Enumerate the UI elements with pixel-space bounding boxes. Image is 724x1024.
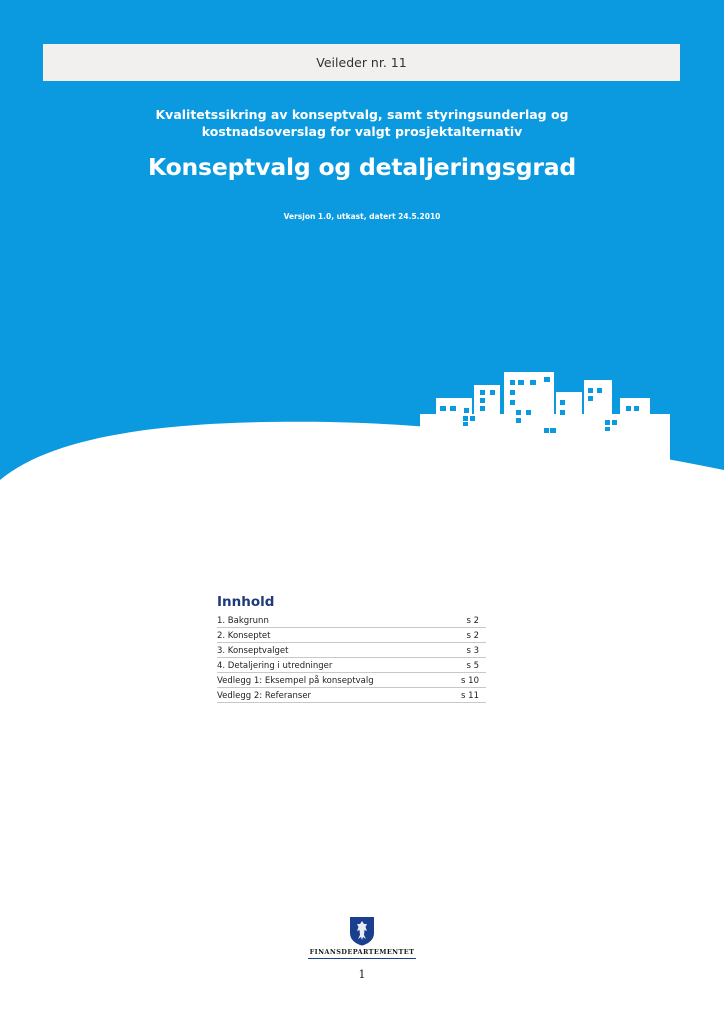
- toc-entry-label: Vedlegg 2: Referanser: [217, 691, 312, 701]
- toc-entry-label: 1. Bakgrunn: [217, 616, 269, 626]
- toc-entry-page: s 10: [461, 676, 479, 686]
- table-of-contents: [217, 594, 486, 703]
- toc-entry-label: 3. Konseptvalget: [217, 646, 289, 656]
- guide-number: Veileder nr. 11: [316, 55, 407, 70]
- guide-number-bar: [43, 44, 680, 81]
- ministry-logo: [308, 916, 416, 959]
- toc-entry-page: s 11: [461, 691, 479, 701]
- ministry-name: FINANSDEPARTEMENTET: [308, 948, 416, 959]
- toc-entry-vedlegg-1[interactable]: [217, 673, 486, 688]
- toc-entry-label: 4. Detaljering i utredninger: [217, 661, 333, 671]
- subtitle: [120, 106, 604, 140]
- toc-entry-bakgrunn[interactable]: [217, 613, 486, 628]
- subtitle-line-2: kostnadsoverslag for valgt prosjektalternativ: [201, 124, 523, 139]
- page-number: 1: [358, 968, 366, 981]
- toc-entry-page: s 2: [466, 616, 479, 626]
- toc-entry-label: 2. Konseptet: [217, 631, 271, 641]
- toc-entry-label: Vedlegg 1: Eksempel på konseptvalg: [217, 676, 374, 686]
- toc-entry-page: s 3: [466, 646, 479, 656]
- toc-heading: Innhold: [217, 594, 275, 610]
- subtitle-line-1: Kvalitetssikring av konseptvalg, samt styringsunderlag og: [155, 107, 569, 122]
- document-title: Konseptvalg og detaljeringsgrad: [147, 153, 576, 181]
- toc-entry-vedlegg-2[interactable]: [217, 688, 486, 703]
- toc-entry-page: s 5: [466, 661, 479, 671]
- toc-entry-page: s 2: [466, 631, 479, 641]
- toc-entry-detaljering[interactable]: [217, 658, 486, 673]
- coat-of-arms-icon: [349, 916, 375, 946]
- version-info: Versjon 1.0, utkast, datert 24.5.2010: [283, 212, 441, 221]
- toc-entry-konseptvalget[interactable]: [217, 643, 486, 658]
- toc-entry-konseptet[interactable]: [217, 628, 486, 643]
